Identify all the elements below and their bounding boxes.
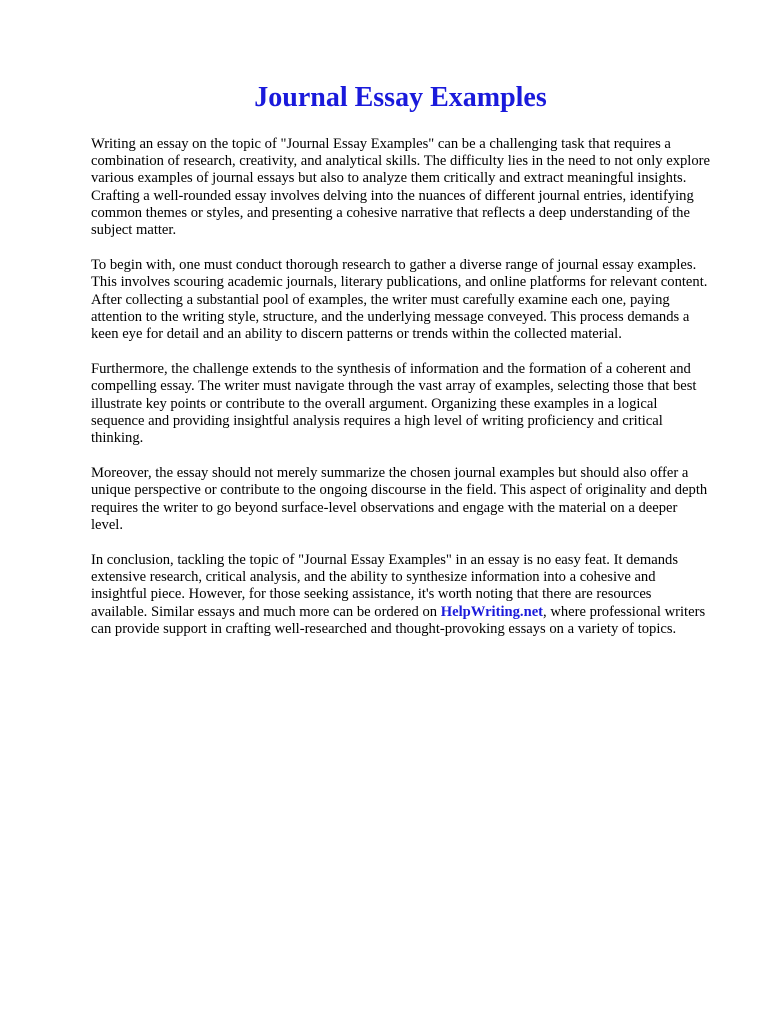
paragraph-4: Moreover, the essay should not merely summarize the chosen journal examples but should also offer a unique perspective or contribute to the ongoing discourse in the field. This aspect of originality and depth requires the writer to go beyond surface-level observations and engage with the material on a deeper level.: [91, 465, 708, 533]
conclusion-text-before-link: In conclusion, tackling the topic of "Journal Essay Examples" in an essay is no easy feat. It demands extensive research, critical analysis, and the ability to synthesize information into a cohesive and insightful piece. However, for those seeking assistance, it's worth noting that there are resources available. Similar essays and much more can be ordered on: [91, 552, 679, 620]
page-title: Journal Essay Examples: [254, 82, 547, 113]
paragraph-conclusion: [91, 552, 710, 638]
conclusion-text-after-link: , where professional writers can provide support in crafting well-researched and thought-provoking essays on a variety of topics.: [91, 603, 706, 637]
paragraph-2: To begin with, one must conduct thorough research to gather a diverse range of journal essay examples. This involves scouring academic journals, literary publications, and online platforms for relevant content. After collecting a substantial pool of examples, the writer must carefully examine each one, paying attention to the writing style, structure, and the underlying message conveyed. This process demands a keen eye for detail and an ability to discern patterns or trends within the collected material.: [91, 257, 708, 343]
paragraph-1: Writing an essay on the topic of "Journal Essay Examples" can be a challenging task that requires a combination of research, creativity, and analytical skills. The difficulty lies in the need to not only explore various examples of journal essays but also to analyze them critically and extract meaningful insights. Crafting a well-rounded essay involves delving into the nuances of different journal entries, identifying common themes or styles, and presenting a cohesive narrative that reflects a deep understanding of the subject matter.: [91, 136, 710, 239]
paragraph-3: Furthermore, the challenge extends to the synthesis of information and the formation of a coherent and compelling essay. The writer must navigate through the vast array of examples, selecting those that best illustrate key points or contribute to the overall argument. Organizing these examples in a logical sequence and providing insightful analysis requires a high level of writing proficiency and critical thinking.: [91, 361, 697, 447]
helpwriting-link[interactable]: HelpWriting.net: [440, 603, 544, 620]
